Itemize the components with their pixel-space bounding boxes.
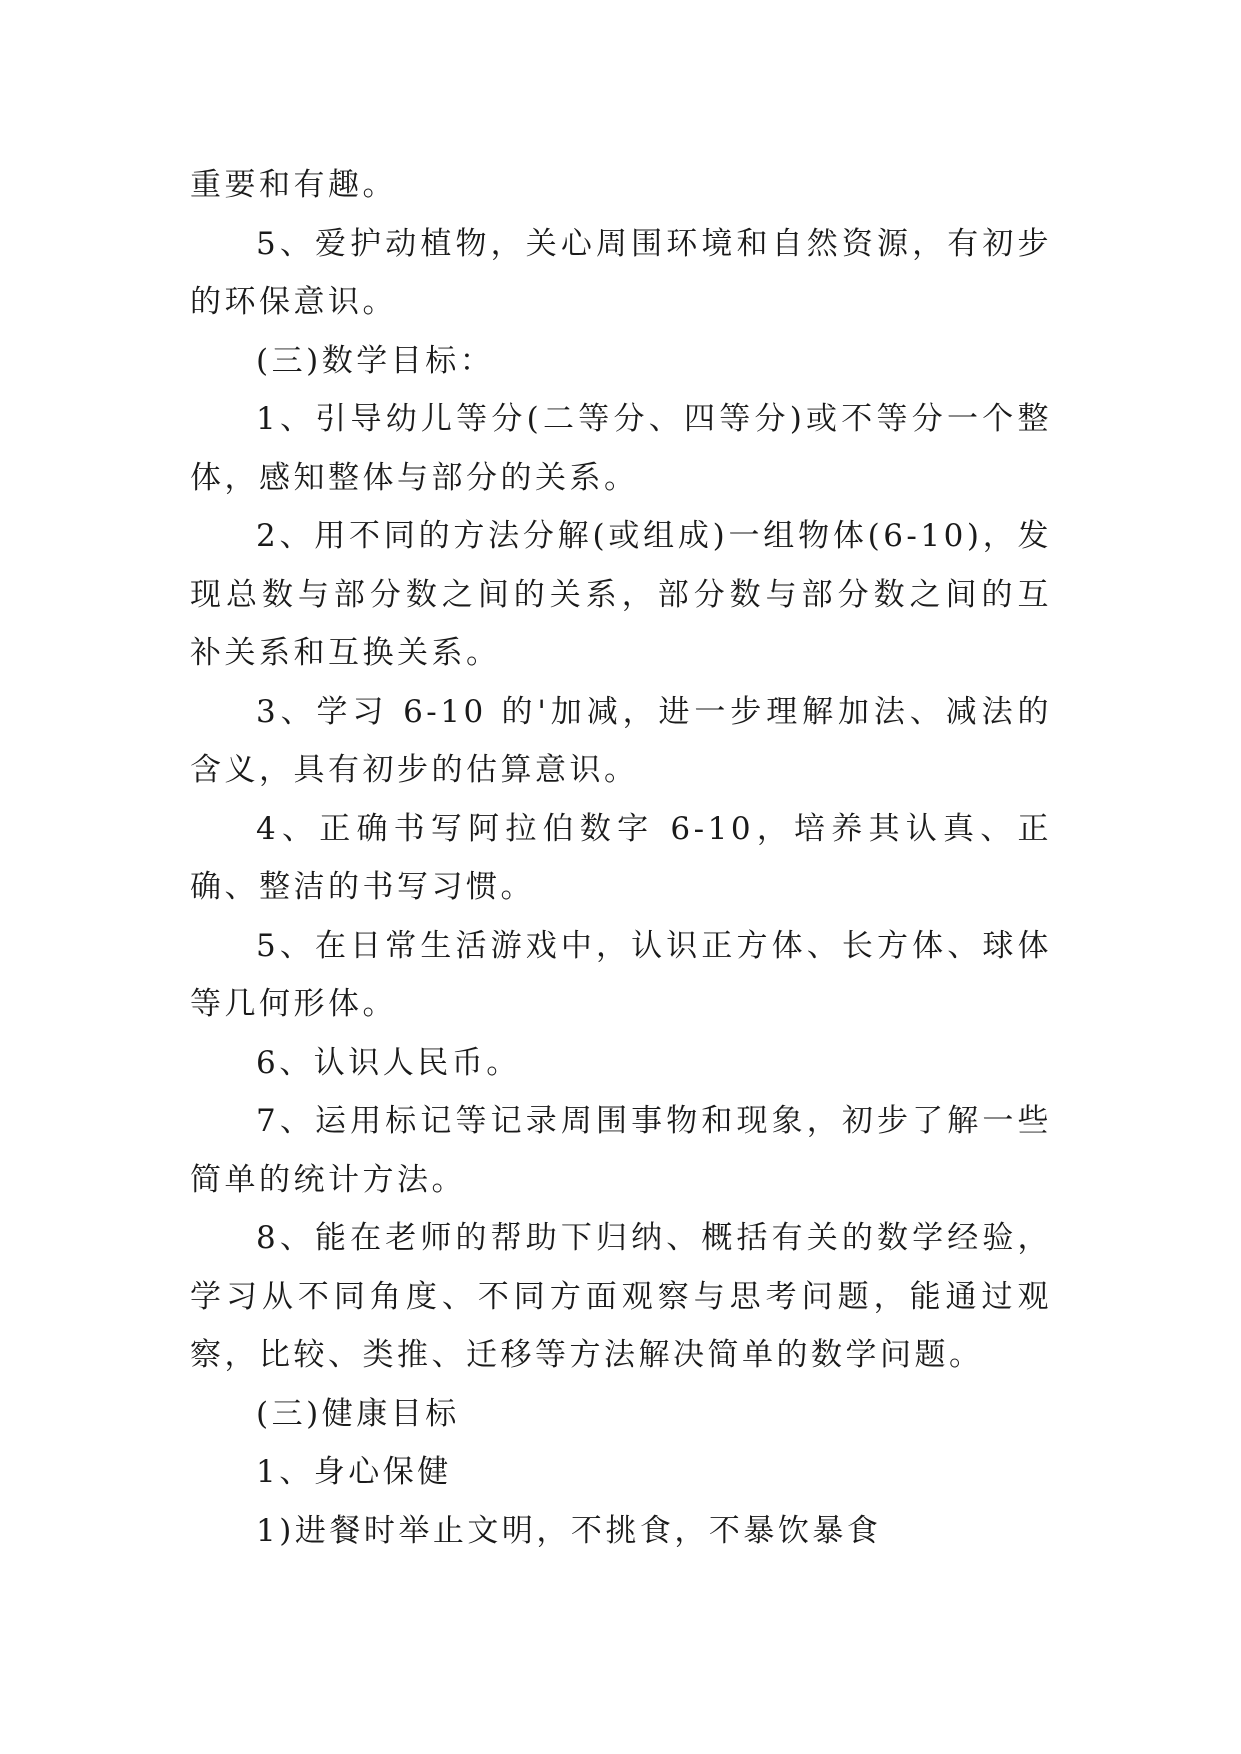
subheading-health-1: 1、身心保健 bbox=[256, 1454, 452, 1490]
paragraph-math-goal-6: 6、认识人民币。 bbox=[256, 1044, 521, 1081]
paragraph-math-goal-3: 3、学习 6-10 的'加减，进一步理解加法、减法的含义，具有初步的估算意识。 bbox=[190, 693, 1052, 788]
document-body bbox=[190, 156, 1052, 1560]
paragraph-math-goal-7: 7、运用标记等记录周围事物和现象，初步了解一些简单的统计方法。 bbox=[190, 1103, 1052, 1198]
paragraph-health-item-1: 1)进餐时举止文明，不挑食，不暴饮暴食 bbox=[256, 1512, 882, 1549]
section-heading-health: (三)健康目标 bbox=[256, 1395, 460, 1432]
paragraph-env-goal-5: 5、爱护动植物，关心周围环境和自然资源，有初步的环保意识。 bbox=[190, 225, 1052, 320]
paragraph-math-goal-5: 5、在日常生活游戏中，认识正方体、长方体、球体等几何形体。 bbox=[190, 927, 1052, 1022]
paragraph-math-goal-4: 4、正确书写阿拉伯数字 6-10，培养其认真、正确、整洁的书写习惯。 bbox=[190, 810, 1052, 905]
paragraph-math-goal-1: 1、引导幼儿等分(二等分、四等分)或不等分一个整体，感知整体与部分的关系。 bbox=[190, 401, 1052, 496]
paragraph-math-goal-2: 2、用不同的方法分解(或组成)一组物体(6-10)，发现总数与部分数之间的关系，部分数与部分数之间的互补关系和互换关系。 bbox=[190, 518, 1052, 671]
paragraph-continuation: 重要和有趣。 bbox=[190, 167, 397, 203]
section-heading-math: (三)数学目标： bbox=[256, 342, 495, 379]
paragraph-math-goal-8: 8、能在老师的帮助下归纳、概括有关的数学经验，学习从不同角度、不同方面观察与思考问题，能通过观察，比较、类推、迁移等方法解决简单的数学问题。 bbox=[190, 1220, 1052, 1373]
